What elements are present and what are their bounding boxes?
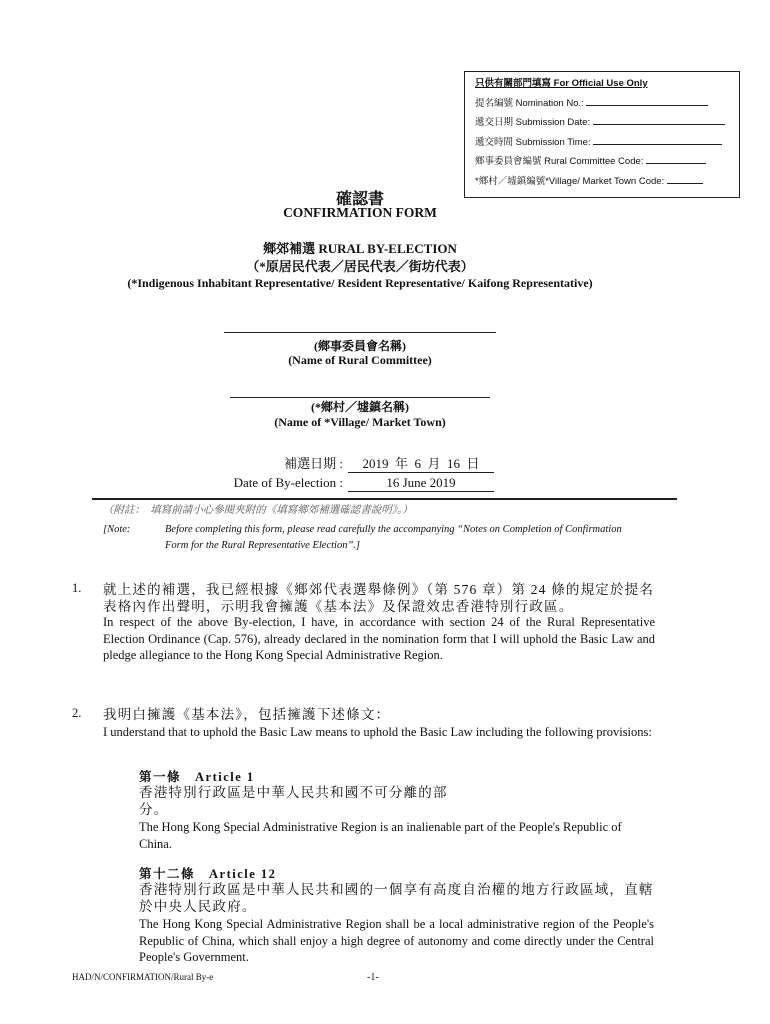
official-use-box bbox=[464, 71, 740, 198]
article-12-zh: 香港特別行政區是中華人民共和國的一個享有高度自治權的地方行政區域，直轄於中央人民政府。 bbox=[139, 882, 654, 914]
by-election-date-label-en: Date of By-election : bbox=[233, 475, 343, 490]
nomination-no-label: 提名編號 Nomination No.: bbox=[475, 97, 584, 109]
item-2-number: 2. bbox=[72, 706, 82, 720]
article-1-zh: 香港特別行政區是中華人民共和國不可分離的部分。 bbox=[139, 785, 448, 817]
nomination-no-field[interactable] bbox=[586, 94, 708, 106]
title-zh: 確認書 bbox=[335, 191, 384, 208]
submission-time-field[interactable] bbox=[593, 133, 722, 145]
election-line: 鄉郊補選 RURAL BY-ELECTION bbox=[263, 241, 457, 256]
submission-date-field[interactable] bbox=[593, 113, 725, 125]
article-1-en: The Hong Kong Special Administrative Region is an inalienable part of the People's Republic of China. bbox=[139, 820, 622, 851]
rural-committee-label-en: (Name of Rural Committee) bbox=[288, 353, 432, 367]
representative-type-zh: （*原居民代表／居民代表／街坊代表） bbox=[246, 259, 474, 274]
article-12-en: The Hong Kong Special Administrative Region shall be a local administrative region of the People's Republic of China, which shall enjoy a high degree of autonomy and come directly under the Central People's Government. bbox=[139, 917, 654, 964]
by-election-date-label-zh: 補選日期 : bbox=[284, 456, 343, 471]
note-zh: （附註： 填寫前請小心參閱夾附的《填寫鄉郊補選確認書說明》。） bbox=[103, 505, 413, 516]
page-number: -1- bbox=[367, 972, 379, 983]
by-election-date-value-en: 16 June 2019 bbox=[348, 475, 494, 492]
item-2-en: I understand that to uphold the Basic Law means to uphold the Basic Law including the following provisions: bbox=[103, 725, 652, 739]
article-1-title: 第一條 Article 1 bbox=[139, 770, 255, 784]
rural-committee-label-zh: (鄉事委員會名稱) bbox=[314, 339, 406, 353]
item-2-zh: 我明白擁護《基本法》，包括擁護下述條文： bbox=[103, 707, 391, 722]
village-name-field[interactable] bbox=[230, 383, 490, 398]
item-1-en: In respect of the above By-election, I have, in accordance with section 24 of the Rural Representative Election Ordinance (Cap. 576), already declared in the nomination form that I will uphold the Basic Law and pledge allegiance to the Hong Kong Special Administrative Region. bbox=[103, 615, 655, 662]
official-use-header: 只供有關部門填寫 For Official Use Only bbox=[475, 78, 648, 89]
representative-type-en: (*Indigenous Inhabitant Representative/ Resident Representative/ Kaifong Representative) bbox=[127, 276, 593, 290]
rural-committee-code-field[interactable] bbox=[646, 152, 706, 164]
divider bbox=[92, 498, 677, 500]
title-en: CONFIRMATION FORM bbox=[283, 205, 437, 220]
item-1-number: 1. bbox=[72, 581, 82, 595]
submission-date-label: 遞交日期 Submission Date: bbox=[475, 117, 591, 128]
article-12-title: 第十二條 Article 12 bbox=[139, 867, 277, 881]
submission-time-label: 遞交時間 Submission Time: bbox=[475, 136, 591, 148]
rural-committee-name-field[interactable] bbox=[224, 318, 496, 333]
by-election-date-value-zh: 2019 年 6 月 16 日 bbox=[348, 453, 494, 473]
village-label-zh: (*鄉村／墟鎮名稱) bbox=[311, 400, 409, 414]
rural-committee-code-label: 鄉事委員會編號 Rural Committee Code: bbox=[475, 156, 644, 167]
village-code-field[interactable] bbox=[667, 172, 703, 184]
note-en-text: Before completing this form, please read carefully the accompanying “Notes on Completion of Confirmation Form for the Rural Representative Election”.] bbox=[165, 524, 622, 551]
note-en-label: [Note: bbox=[103, 524, 131, 535]
footer-code: HAD/N/CONFIRMATION/Rural By-e bbox=[72, 972, 214, 982]
village-label-en: (Name of *Village/ Market Town) bbox=[274, 415, 446, 429]
item-1-zh: 就上述的補選，我已經根據《鄉郊代表選舉條例》（第 576 章）第 24 條的規定於提名表格內作出聲明，示明我會擁護《基本法》及保證效忠香港特別行政區。 bbox=[103, 582, 655, 614]
village-code-label: *鄉村／墟鎮編號*Village/ Market Town Code: bbox=[475, 175, 665, 187]
